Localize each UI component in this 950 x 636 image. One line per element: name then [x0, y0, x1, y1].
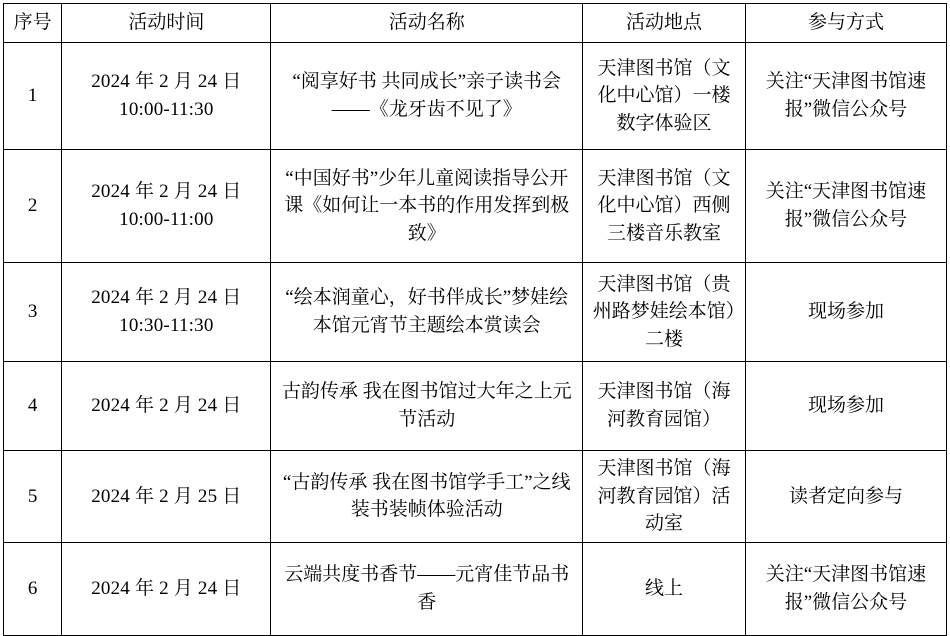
row-index: 3: [4, 263, 62, 362]
row-time: 2024 年 2 月 24 日: [62, 362, 271, 451]
table-row: [4, 150, 947, 263]
row-index: 1: [4, 43, 62, 150]
row-time: 2024 年 2 月 24 日 10:00-11:30: [62, 43, 271, 150]
row-join: 关注“天津图书馆速报”微信公众号: [745, 150, 946, 263]
row-name: “古韵传承 我在图书馆学手工”之线装书装帧体验活动: [271, 451, 583, 543]
table-row: [4, 451, 947, 543]
row-name: “中国好书”少年儿童阅读指导公开课《如何让一本书的作用发挥到极致》: [271, 150, 583, 263]
table-row: [4, 542, 947, 635]
row-name: “绘本润童心，好书伴成长”梦娃绘本馆元宵节主题绘本赏读会: [271, 263, 583, 362]
row-join: 读者定向参与: [745, 451, 946, 543]
column-header-index: 序号: [4, 4, 62, 43]
row-place: 天津图书馆（贵州路梦娃绘本馆）二楼: [583, 263, 746, 362]
row-place: 天津图书馆（海河教育园馆）: [583, 362, 746, 451]
row-join: 现场参加: [745, 362, 946, 451]
row-index: 4: [4, 362, 62, 451]
row-place: 天津图书馆（文化中心馆）西侧三楼音乐教室: [583, 150, 746, 263]
table-row: [4, 263, 947, 362]
table-row: [4, 43, 947, 150]
column-header-join: 参与方式: [745, 4, 946, 43]
column-header-name: 活动名称: [271, 4, 583, 43]
column-header-place: 活动地点: [583, 4, 746, 43]
row-time: 2024 年 2 月 24 日 10:00-11:00: [62, 150, 271, 263]
row-index: 6: [4, 542, 62, 635]
row-time: 2024 年 2 月 24 日 10:30-11:30: [62, 263, 271, 362]
row-name: “阅享好书 共同成长”亲子读书会——《龙牙齿不见了》: [271, 43, 583, 150]
row-join: 现场参加: [745, 263, 946, 362]
row-place: 天津图书馆（海河教育园馆）活动室: [583, 451, 746, 543]
row-index: 2: [4, 150, 62, 263]
row-time: 2024 年 2 月 24 日: [62, 542, 271, 635]
row-place: 天津图书馆（文化中心馆）一楼数字体验区: [583, 43, 746, 150]
activity-schedule-table: [3, 3, 947, 636]
table-header-row: [4, 4, 947, 43]
table-row: [4, 362, 947, 451]
row-place: 线上: [583, 542, 746, 635]
row-join: 关注“天津图书馆速报”微信公众号: [745, 43, 946, 150]
row-join: 关注“天津图书馆速报”微信公众号: [745, 542, 946, 635]
row-name: 古韵传承 我在图书馆过大年之上元节活动: [271, 362, 583, 451]
row-index: 5: [4, 451, 62, 543]
row-time: 2024 年 2 月 25 日: [62, 451, 271, 543]
column-header-time: 活动时间: [62, 4, 271, 43]
row-name: 云端共度书香节——元宵佳节品书香: [271, 542, 583, 635]
